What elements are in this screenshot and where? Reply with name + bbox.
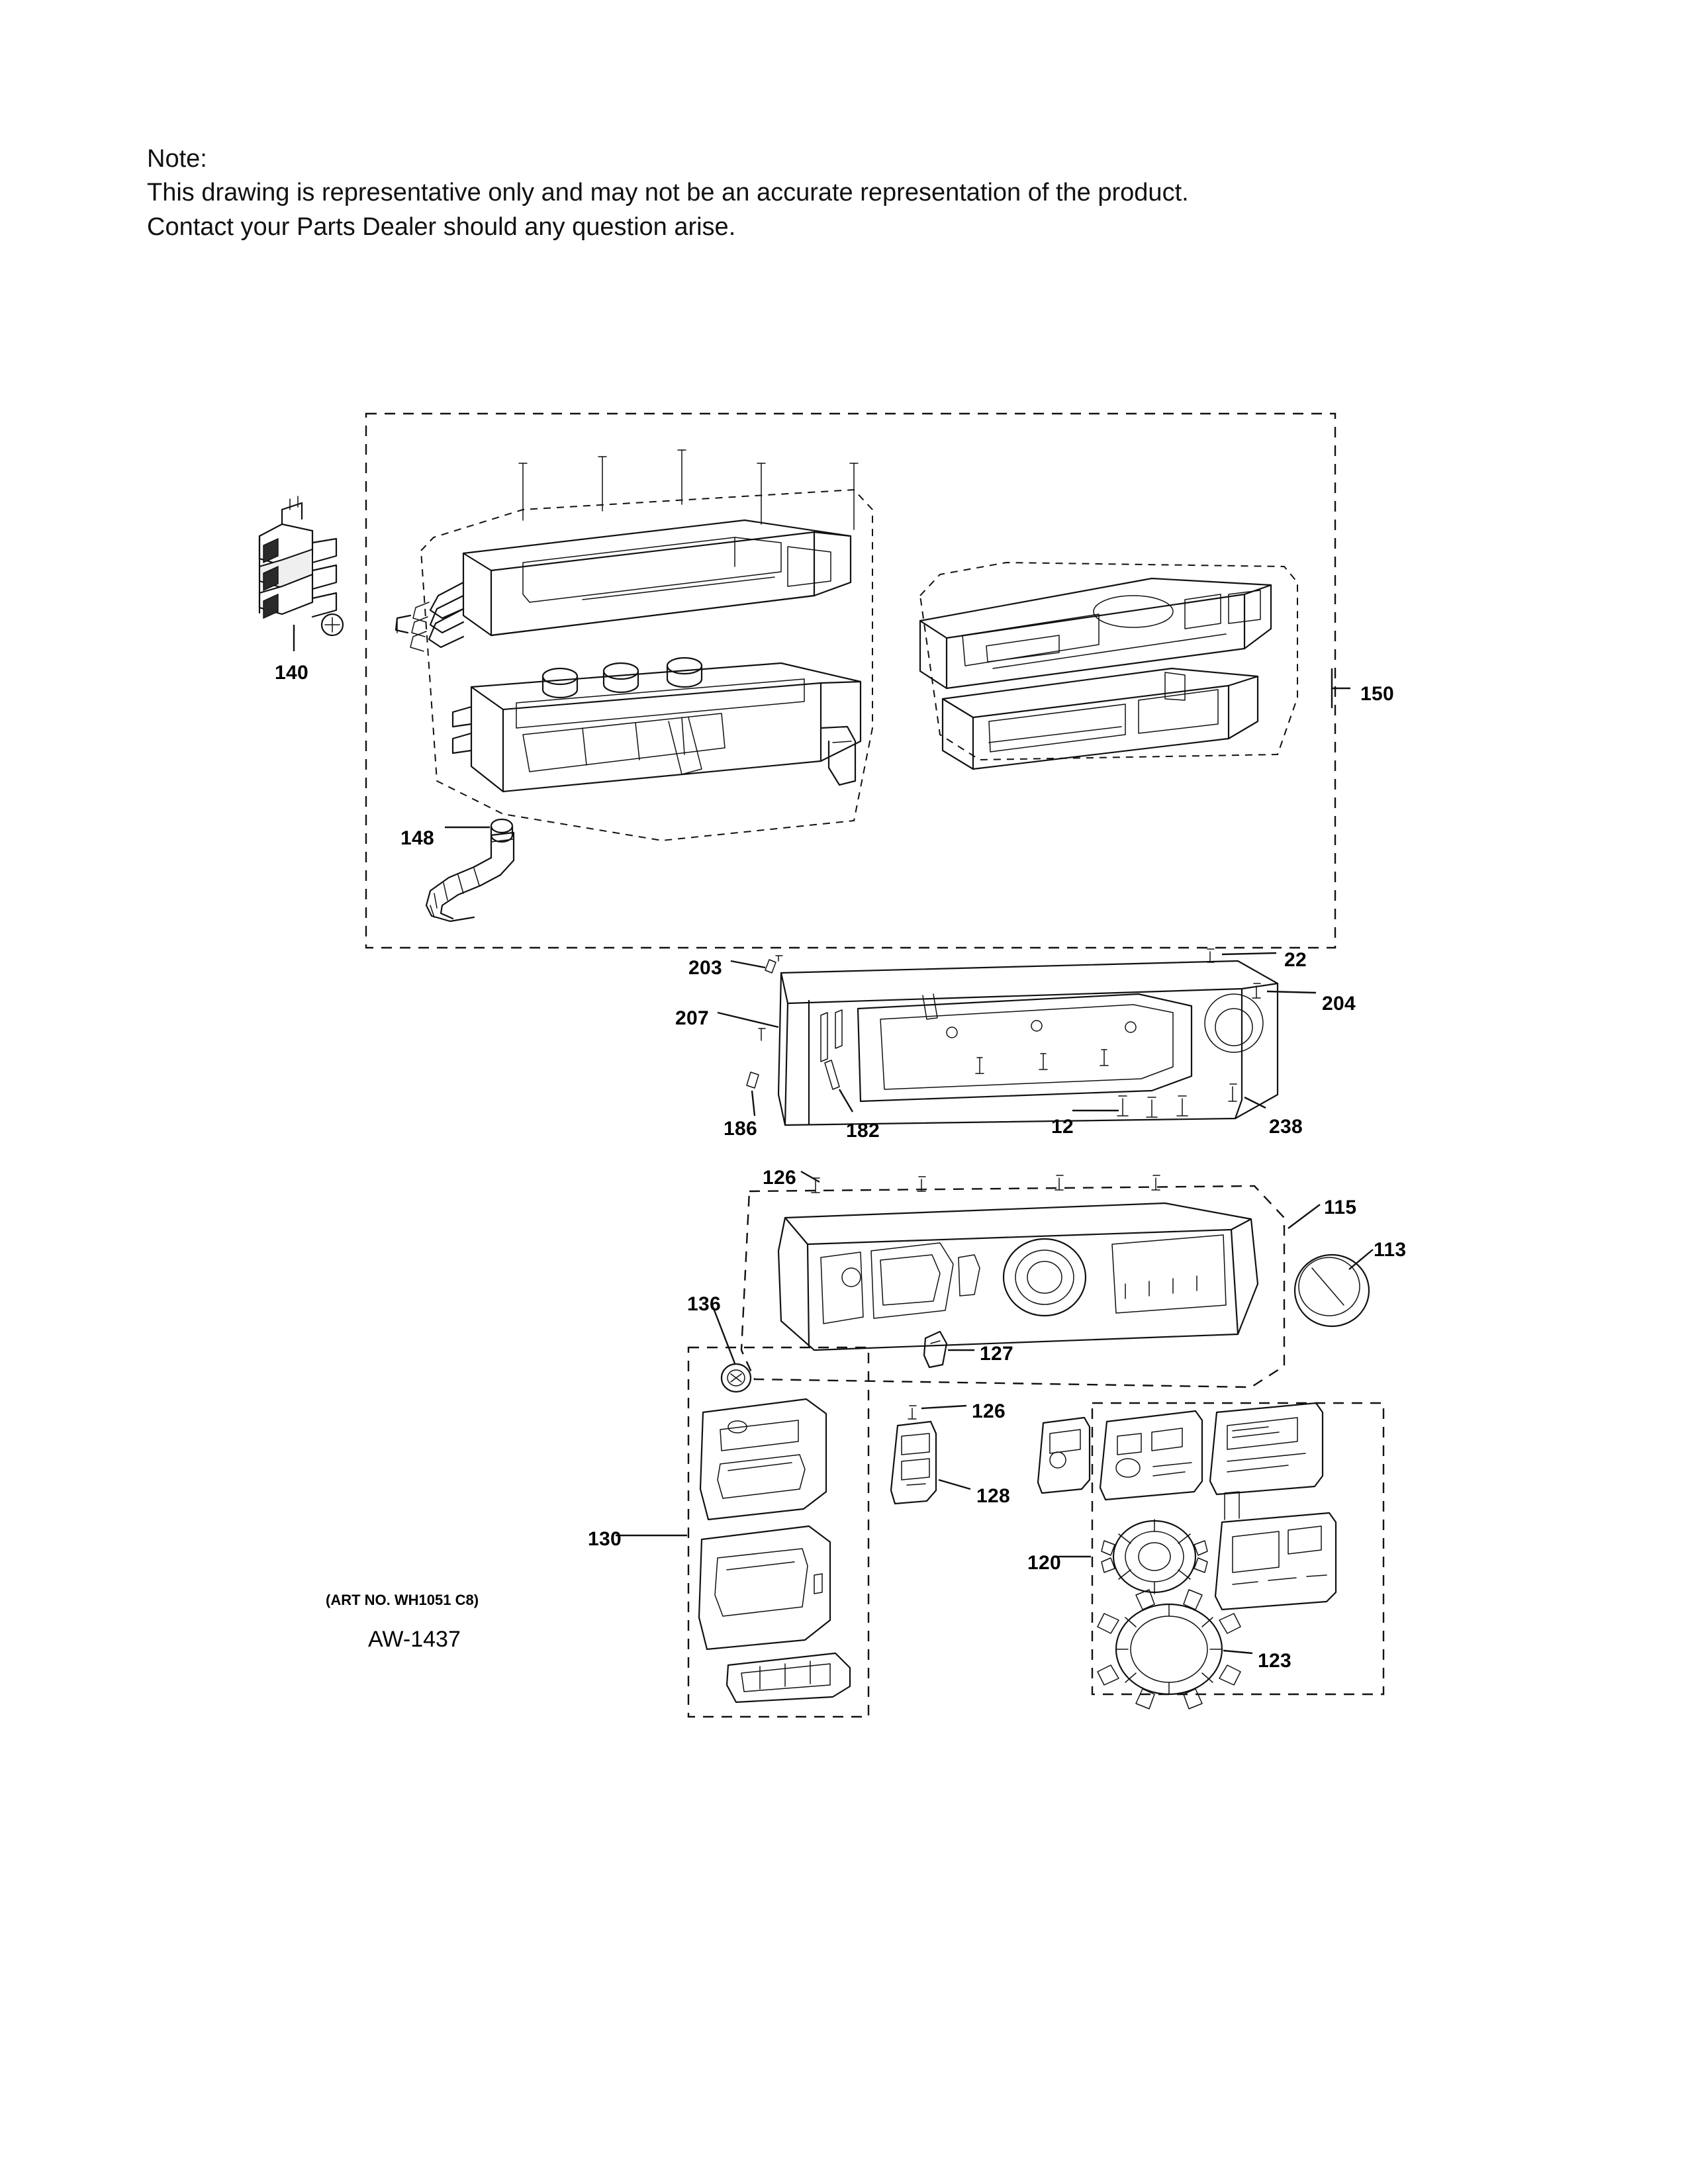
part-150-drawer-housing	[920, 563, 1297, 769]
callout-204: 204	[1322, 993, 1356, 1015]
art-number: (ART NO. WH1051 C8)	[326, 1592, 479, 1608]
callout-140: 140	[275, 662, 308, 684]
callout-120: 120	[1027, 1552, 1061, 1574]
callout-126-lower: 126	[972, 1400, 1006, 1422]
part-140-inlet-valve	[259, 496, 343, 635]
part-136-cap	[722, 1364, 751, 1392]
callout-113: 113	[1374, 1239, 1407, 1261]
part-128-switch	[891, 1406, 936, 1504]
callout-182: 182	[846, 1120, 880, 1142]
part-upper-dispenser-tray	[396, 450, 858, 651]
callout-148: 148	[400, 827, 434, 849]
callout-136: 136	[687, 1293, 721, 1315]
callout-207: 207	[675, 1007, 709, 1029]
part-127-latch	[924, 1332, 947, 1367]
callout-130: 130	[588, 1528, 622, 1550]
part-148-hose-clamp	[491, 819, 512, 842]
part-drain-hose	[426, 833, 514, 921]
callout-150: 150	[1360, 683, 1394, 705]
callout-123: 123	[1258, 1650, 1291, 1672]
part-207-control-panel-frame	[747, 949, 1278, 1125]
callout-203: 203	[688, 957, 722, 979]
callout-126-upper: 126	[763, 1167, 796, 1189]
drawing-number: AW-1437	[368, 1627, 461, 1652]
callout-115: 115	[1324, 1197, 1357, 1218]
part-123-rotor	[1098, 1590, 1241, 1709]
leader-lines	[294, 625, 1373, 1653]
part-113-control-knob	[1295, 1255, 1369, 1326]
callout-238: 238	[1269, 1116, 1303, 1138]
note-line-1: This drawing is representative only and may not be an accurate representation of the product.	[147, 179, 1189, 207]
note-title: Note:	[147, 145, 207, 173]
group-dispenser-system	[366, 414, 1335, 948]
group-130-dispenser-drawer	[688, 1347, 868, 1717]
subgroup-dispenser-housing-outline	[421, 490, 872, 841]
part-encoder-upper	[1102, 1520, 1207, 1594]
callout-12: 12	[1051, 1116, 1074, 1138]
note-line-2: Contact your Parts Dealer should any question arise.	[147, 212, 736, 241]
part-lower-dispenser-body	[453, 658, 861, 792]
callout-22: 22	[1284, 949, 1307, 971]
callout-186: 186	[724, 1118, 757, 1140]
callout-128: 128	[976, 1485, 1010, 1507]
callout-127: 127	[980, 1343, 1013, 1365]
